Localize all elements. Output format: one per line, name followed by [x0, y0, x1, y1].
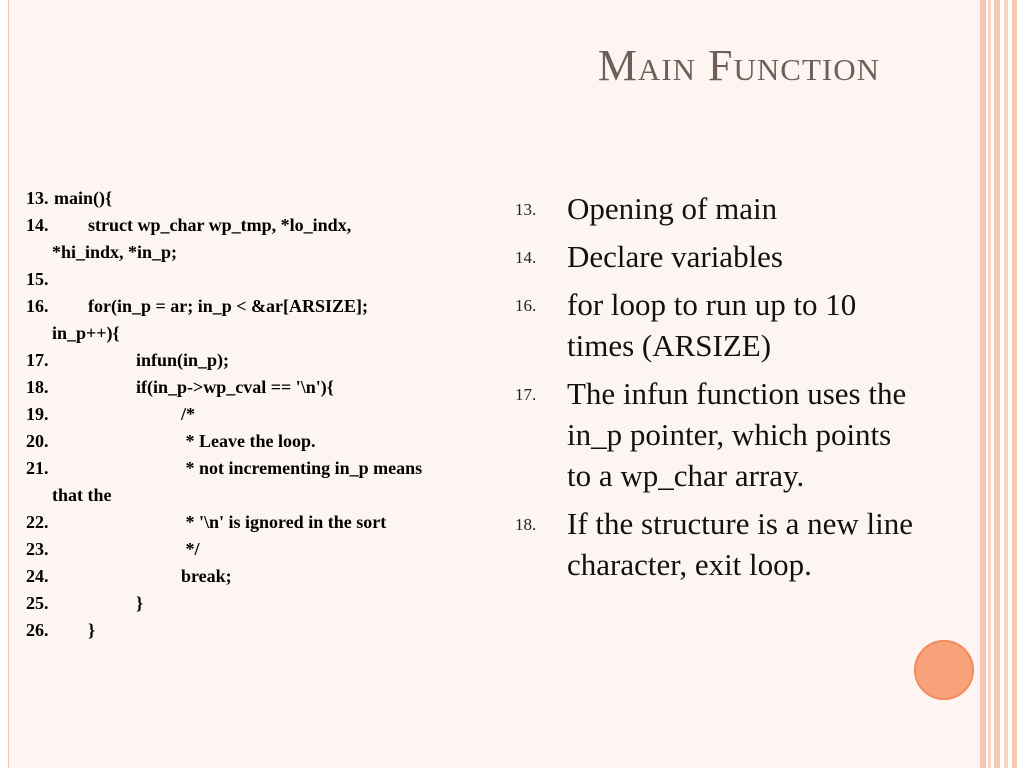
code-line-continuation: that the: [52, 485, 112, 505]
explanation-number: 13.: [515, 200, 537, 219]
right-stripe-1: [980, 0, 986, 768]
explanation-text: Declare variables: [567, 239, 784, 274]
code-line: [26, 212, 496, 239]
code-line: [26, 185, 496, 212]
code-block: [26, 185, 496, 644]
explanation-list: [515, 188, 915, 592]
explanation-text: If the structure is a new line character, exit loop.: [567, 506, 914, 582]
code-line-number: 26.: [26, 620, 49, 640]
code-line-text: if(in_p->wp_cval == '\n'){: [136, 377, 334, 397]
code-line-text: * not incrementing in_p means: [181, 458, 423, 478]
explanation-item: [515, 373, 915, 496]
explanation-item: [515, 188, 915, 229]
code-line: [26, 374, 496, 401]
code-line-number: 25.: [26, 593, 49, 613]
code-line-number: 21.: [26, 458, 49, 478]
code-line-number: 13.: [26, 188, 49, 208]
code-line-text: * Leave the loop.: [181, 431, 316, 451]
code-line-number: 23.: [26, 539, 49, 559]
code-line-text: struct wp_char wp_tmp, *lo_indx,: [88, 215, 352, 235]
code-line: [26, 455, 496, 482]
code-line-text: main(){: [54, 188, 113, 208]
right-stripe-2: [988, 0, 991, 768]
code-line: [26, 347, 496, 374]
code-line: [26, 293, 496, 320]
code-line-text: break;: [181, 566, 232, 586]
explanation-text: for loop to run up to 10 times (ARSIZE): [567, 287, 857, 363]
code-line: [26, 563, 496, 590]
code-line-number: 24.: [26, 566, 49, 586]
explanation-item: [515, 236, 915, 277]
decorative-circle: [914, 640, 974, 700]
right-stripe-4: [1004, 0, 1008, 768]
code-line-number: 16.: [26, 296, 49, 316]
code-line-number: 14.: [26, 215, 49, 235]
code-line: [26, 428, 496, 455]
explanation-item: [515, 503, 915, 585]
explanation-item: [515, 284, 915, 366]
code-line: [26, 590, 496, 617]
code-line-number: 18.: [26, 377, 49, 397]
code-line-text: }: [88, 620, 96, 640]
code-line-text: }: [136, 593, 144, 613]
code-line-number: 15.: [26, 269, 49, 289]
code-line-continuation: in_p++){: [52, 323, 120, 343]
code-line: [26, 401, 496, 428]
code-line-text: for(in_p = ar; in_p < &ar[ARSIZE];: [88, 296, 369, 316]
slide-title: Main Function: [597, 41, 880, 90]
code-line-text: */: [181, 539, 200, 559]
explanation-number: 16.: [515, 296, 537, 315]
explanation-number: 18.: [515, 515, 537, 534]
explanation-number: 14.: [515, 248, 537, 267]
code-line: [26, 617, 496, 644]
right-stripe-5: [1012, 0, 1017, 768]
code-line: [26, 536, 496, 563]
code-line: [26, 266, 496, 293]
code-line-text: /*: [181, 404, 196, 424]
explanation-number: 17.: [515, 385, 537, 404]
explanation-text: The infun function uses the in_p pointer, which points to a wp_char array.: [567, 376, 907, 493]
code-line-number: 20.: [26, 431, 49, 451]
code-line-number: 19.: [26, 404, 49, 424]
code-line-text: infun(in_p);: [136, 350, 230, 370]
code-line-number: 22.: [26, 512, 49, 532]
explanation-text: Opening of main: [567, 191, 778, 226]
code-line-number: 17.: [26, 350, 49, 370]
code-line-text: * '\n' is ignored in the sort: [181, 512, 387, 532]
code-line: [26, 509, 496, 536]
code-line-continuation: *hi_indx, *in_p;: [52, 242, 178, 262]
right-stripe-3: [994, 0, 1000, 768]
